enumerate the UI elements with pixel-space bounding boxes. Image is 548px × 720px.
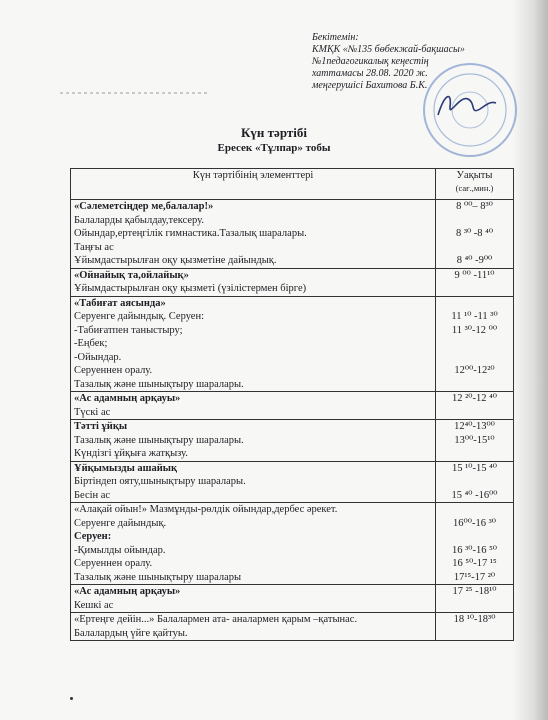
activity-line: Тазалық және шынықтыру шаралары. [74, 378, 244, 390]
time-value: 16⁰⁰-16 ³⁰ [453, 517, 496, 529]
time-value: 16 ³⁰-16 ⁵⁰ [452, 544, 497, 556]
header-time-unit: (сағ.,мин.) [455, 182, 494, 193]
activity-line: -Қимылды ойындар. [74, 544, 166, 556]
time-value: 16 ⁵⁰-17 ¹⁵ [452, 558, 497, 569]
activity-line: Серуеннен оралу. [74, 558, 153, 569]
time-value [439, 475, 510, 489]
activity-line: Ұйқымызды ашайық [74, 462, 178, 474]
header-time [436, 169, 514, 200]
table-header-row [71, 169, 514, 200]
row-activities [71, 268, 436, 296]
time-value: 12 ²⁰-12 ⁴⁰ [452, 393, 497, 404]
activity-line: Ұйымдастырылған оқу қызметіне дайындық. [74, 255, 277, 266]
approval-line: КМҚК «№135 бөбекжай-бақшасы» [312, 44, 465, 55]
time-value: 12⁴⁰-13⁰⁰ [454, 421, 495, 432]
time-value: 8 ³⁰ -8 ⁴⁰ [455, 228, 494, 239]
activity-line: Балаларды қабылдау,тексеру. [74, 214, 204, 226]
row-time [436, 503, 514, 585]
activity-line: «Ойнайық та,ойлайық» [74, 269, 189, 281]
activity-line: Кешкі ас [74, 599, 114, 611]
table-row [71, 585, 514, 613]
time-value: 18 ¹⁰-18³⁰ [453, 614, 496, 625]
time-value: 8 ⁰⁰– 8³⁰ [456, 201, 493, 212]
activity-line: Түскі ас [74, 406, 111, 418]
time-value: 17 ²⁵ -18¹⁰ [452, 586, 497, 597]
scan-dot [70, 697, 73, 700]
activity-line: -Еңбек; [74, 338, 108, 349]
activity-line: Серуен: [74, 531, 112, 542]
time-value [439, 503, 510, 517]
activity-line: -Табиғатпен таныстыру; [74, 324, 183, 336]
schedule-table [70, 168, 514, 641]
activity-line: Бесін ас [74, 489, 111, 501]
table-row [71, 392, 514, 420]
activity-line: «Алақай ойын!» Мазмұнды-рөлдік ойындар,дербес әрекет. [74, 504, 338, 515]
activity-line: «Табиғат аясында» [74, 297, 166, 309]
table-row [71, 268, 514, 296]
row-activities [71, 296, 436, 392]
time-value [439, 351, 510, 365]
activity-line: Серуенге дайындық. Серуен: [74, 311, 205, 322]
time-value: 17¹⁵-17 ²⁰ [453, 571, 496, 583]
activity-line: Күндізгі ұйқыға жатқызу. [74, 448, 188, 459]
row-activities [71, 392, 436, 420]
activity-line: -Ойындар. [74, 351, 122, 363]
row-time [436, 296, 514, 392]
row-time [436, 613, 514, 641]
activity-line: Серуеннен оралу. [74, 365, 153, 376]
table-row [71, 296, 514, 392]
activity-line: «Ертеңге дейін...» Балалармен ата- аналармен қарым –қатынас. [74, 614, 358, 625]
approval-line: Бекітемін: [312, 32, 359, 43]
activity-line: «Ас адамның арқауы» [74, 586, 181, 597]
activity-line: Ұйымдастырылған оқу қызметі (үзілістермен бірге) [74, 283, 307, 294]
row-activities [71, 200, 436, 269]
time-value [439, 297, 510, 311]
row-time [436, 200, 514, 269]
activity-line: Тазалық және шынықтыру шаралары [74, 571, 242, 583]
activity-line: Серуенге дайындық. [74, 517, 167, 529]
time-value [439, 337, 510, 351]
table-row [71, 503, 514, 585]
time-value [439, 530, 510, 544]
approval-line: меңгерушісі Бахитова Б.К. [312, 80, 428, 91]
activity-line: Ойындар,ертеңгілік гимнастика.Тазалық шаралары. [74, 228, 307, 239]
table-row [71, 613, 514, 641]
row-time [436, 585, 514, 613]
scan-artifact [60, 92, 210, 94]
time-value: 15 ¹⁰-15 ⁴⁰ [452, 462, 497, 474]
activity-line: «Ас адамның арқауы» [74, 393, 181, 404]
time-value: 13⁰⁰-15¹⁰ [454, 434, 495, 446]
approval-line: хаттамасы 28.08. 2020 ж. [312, 68, 428, 79]
row-activities [71, 503, 436, 585]
table-row [71, 461, 514, 503]
time-value: 15 ⁴⁰ -16⁰⁰ [451, 489, 498, 501]
table-row [71, 420, 514, 462]
row-time [436, 461, 514, 503]
time-value [439, 241, 510, 255]
row-activities [71, 420, 436, 462]
row-time [436, 392, 514, 420]
time-value [439, 378, 510, 392]
page-subtitle: Ересек «Тұлпар» тобы [217, 142, 331, 154]
activity-line: «Сәлеметсіңдер ме,балалар!» [74, 201, 214, 212]
time-value: 11 ¹⁰ -11 ³⁰ [451, 311, 498, 322]
time-value [439, 214, 510, 228]
activity-line: Біртіндеп ояту,шынықтыру шаралары. [74, 476, 246, 487]
row-activities [71, 585, 436, 613]
activity-line: Балалардың үйге қайтуы. [74, 627, 188, 639]
time-value: 8 ⁴⁰ -9⁰⁰ [456, 255, 493, 266]
activity-line: Тазалық және шынықтыру шаралары. [74, 434, 244, 446]
row-time [436, 420, 514, 462]
page-title: Күн тәртібі [241, 125, 307, 140]
time-value: 11 ³⁰-12 ⁰⁰ [451, 324, 498, 336]
approval-line: №1педагогикалық кеңестің [312, 56, 429, 67]
signature-icon [430, 85, 500, 125]
time-value: 9 ⁰⁰ -11¹⁰ [454, 269, 495, 281]
row-activities [71, 613, 436, 641]
time-value: 12⁰⁰-12²⁰ [454, 365, 495, 376]
header-elements: Күн тәртібінің элементтері [71, 169, 436, 200]
table-row [71, 200, 514, 269]
row-time [436, 268, 514, 296]
row-activities [71, 461, 436, 503]
activity-line: Таңғы ас [74, 241, 114, 253]
activity-line: Тәтті ұйқы [74, 421, 128, 432]
header-time-label: Уақыты [456, 170, 493, 181]
